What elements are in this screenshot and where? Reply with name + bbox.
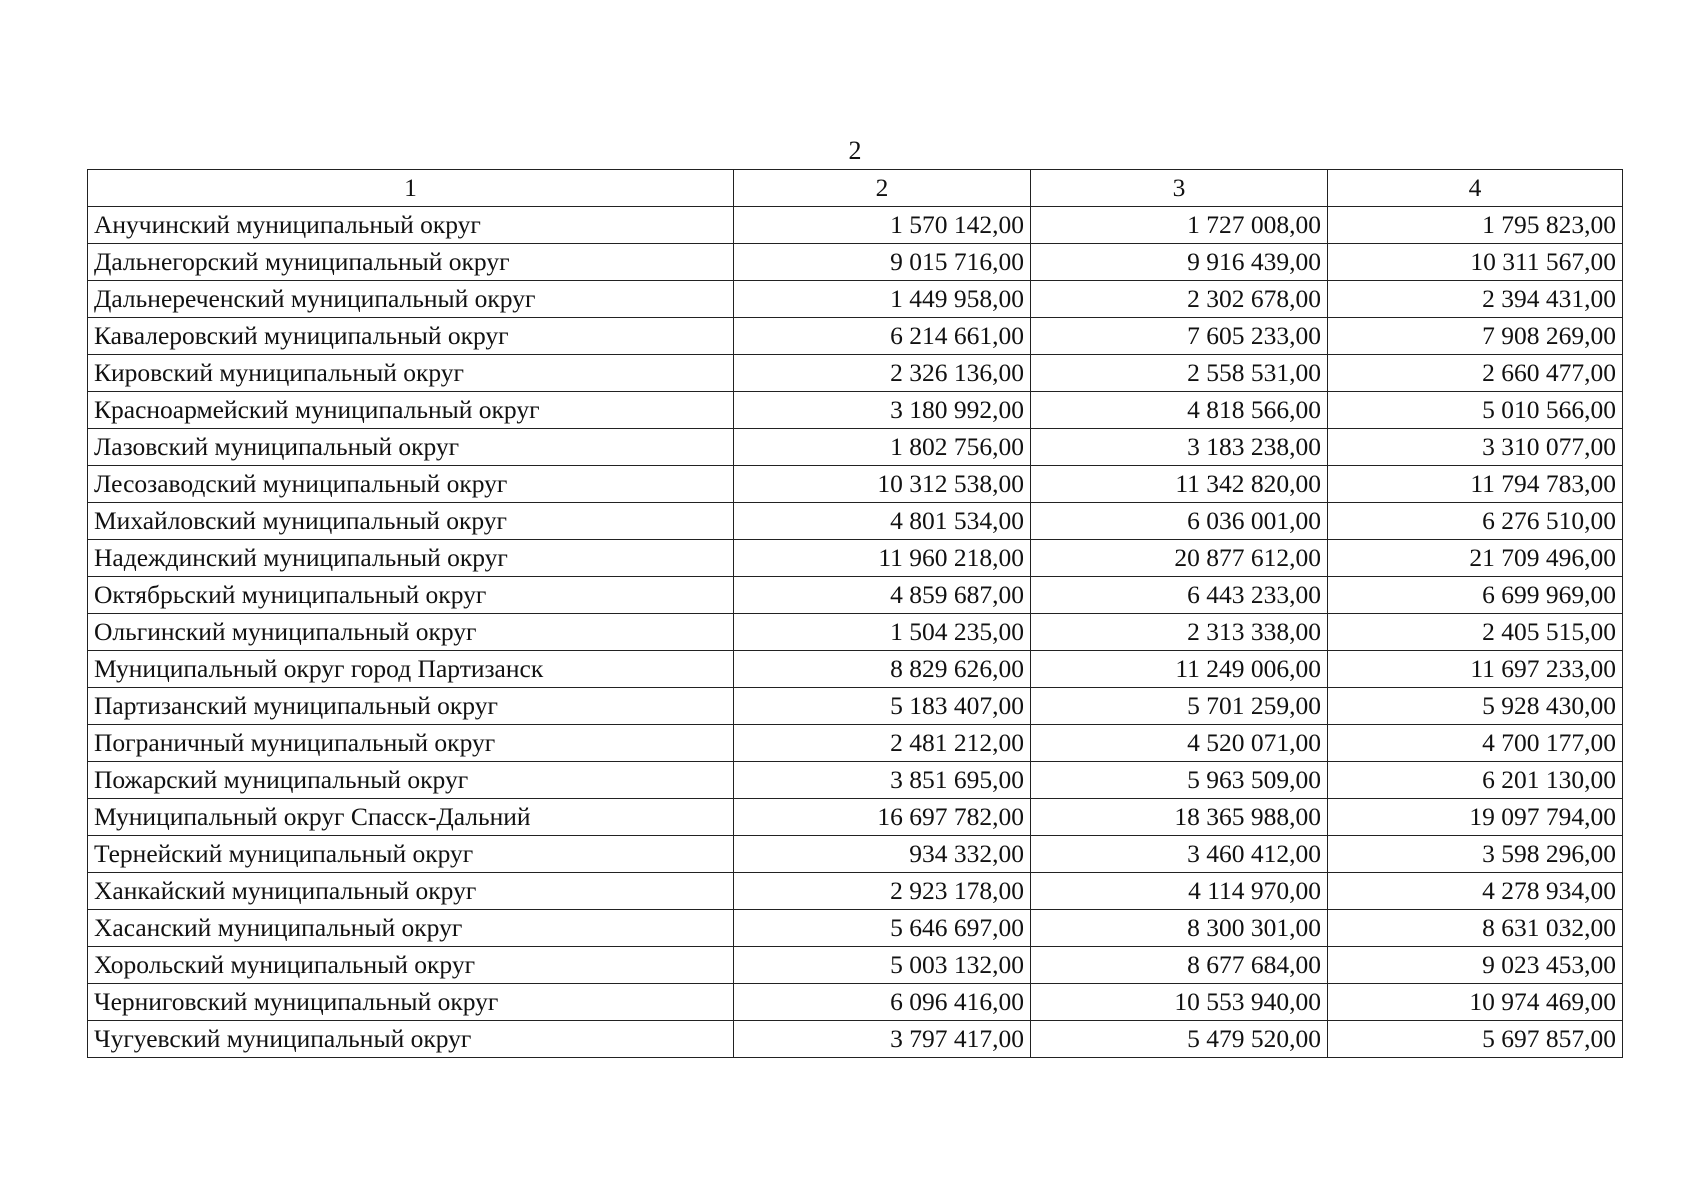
table-row	[88, 207, 1623, 244]
value-cell-col2: 1 449 958,00	[734, 281, 1031, 318]
value-cell-col2: 5 003 132,00	[734, 947, 1031, 984]
value-cell-col4: 3 310 077,00	[1328, 429, 1623, 466]
value-cell-col4: 8 631 032,00	[1328, 910, 1623, 947]
value-cell-col3: 6 036 001,00	[1031, 503, 1328, 540]
table-row	[88, 318, 1623, 355]
value-cell-col4: 2 394 431,00	[1328, 281, 1623, 318]
value-cell-col3: 7 605 233,00	[1031, 318, 1328, 355]
value-cell-col2: 1 504 235,00	[734, 614, 1031, 651]
value-cell-col2: 2 481 212,00	[734, 725, 1031, 762]
value-cell-col2: 4 859 687,00	[734, 577, 1031, 614]
table-row	[88, 244, 1623, 281]
value-cell-col3: 20 877 612,00	[1031, 540, 1328, 577]
column-header-2: 2	[734, 170, 1031, 207]
value-cell-col3: 4 520 071,00	[1031, 725, 1328, 762]
value-cell-col3: 2 313 338,00	[1031, 614, 1328, 651]
value-cell-col4: 5 697 857,00	[1328, 1021, 1623, 1058]
municipality-name-cell: Пограничный муниципальный округ	[88, 725, 734, 762]
municipality-name-cell: Дальнегорский муниципальный округ	[88, 244, 734, 281]
value-cell-col2: 5 183 407,00	[734, 688, 1031, 725]
value-cell-col3: 6 443 233,00	[1031, 577, 1328, 614]
column-header-1: 1	[88, 170, 734, 207]
value-cell-col2: 11 960 218,00	[734, 540, 1031, 577]
value-cell-col2: 3 180 992,00	[734, 392, 1031, 429]
table-row	[88, 947, 1623, 984]
municipality-name-cell: Чугуевский муниципальный округ	[88, 1021, 734, 1058]
data-table	[87, 169, 1623, 1058]
value-cell-col2: 10 312 538,00	[734, 466, 1031, 503]
value-cell-col3: 8 677 684,00	[1031, 947, 1328, 984]
table-row	[88, 466, 1623, 503]
municipality-name-cell: Пожарский муниципальный округ	[88, 762, 734, 799]
value-cell-col4: 7 908 269,00	[1328, 318, 1623, 355]
value-cell-col2: 6 214 661,00	[734, 318, 1031, 355]
table-row	[88, 540, 1623, 577]
table-row	[88, 651, 1623, 688]
table-row	[88, 799, 1623, 836]
value-cell-col4: 9 023 453,00	[1328, 947, 1623, 984]
column-header-4: 4	[1328, 170, 1623, 207]
value-cell-col4: 6 699 969,00	[1328, 577, 1623, 614]
municipality-name-cell: Муниципальный округ Спасск-Дальний	[88, 799, 734, 836]
value-cell-col3: 8 300 301,00	[1031, 910, 1328, 947]
municipality-name-cell: Муниципальный округ город Партизанск	[88, 651, 734, 688]
value-cell-col4: 2 405 515,00	[1328, 614, 1623, 651]
value-cell-col4: 6 201 130,00	[1328, 762, 1623, 799]
value-cell-col2: 16 697 782,00	[734, 799, 1031, 836]
municipality-name-cell: Октябрьский муниципальный округ	[88, 577, 734, 614]
value-cell-col2: 8 829 626,00	[734, 651, 1031, 688]
table-row	[88, 614, 1623, 651]
value-cell-col4: 5 010 566,00	[1328, 392, 1623, 429]
municipality-name-cell: Тернейский муниципальный округ	[88, 836, 734, 873]
value-cell-col2: 9 015 716,00	[734, 244, 1031, 281]
table-row	[88, 503, 1623, 540]
table-row	[88, 355, 1623, 392]
table-row	[88, 392, 1623, 429]
municipality-name-cell: Дальнереченский муниципальный округ	[88, 281, 734, 318]
municipality-name-cell: Хасанский муниципальный округ	[88, 910, 734, 947]
value-cell-col3: 9 916 439,00	[1031, 244, 1328, 281]
value-cell-col3: 11 249 006,00	[1031, 651, 1328, 688]
value-cell-col2: 1 570 142,00	[734, 207, 1031, 244]
value-cell-col3: 5 479 520,00	[1031, 1021, 1328, 1058]
municipality-name-cell: Анучинский муниципальный округ	[88, 207, 734, 244]
municipality-name-cell: Лесозаводский муниципальный округ	[88, 466, 734, 503]
table-row	[88, 725, 1623, 762]
value-cell-col2: 2 326 136,00	[734, 355, 1031, 392]
value-cell-col4: 4 700 177,00	[1328, 725, 1623, 762]
municipality-name-cell: Ольгинский муниципальный округ	[88, 614, 734, 651]
municipality-name-cell: Ханкайский муниципальный округ	[88, 873, 734, 910]
value-cell-col4: 10 311 567,00	[1328, 244, 1623, 281]
value-cell-col4: 11 794 783,00	[1328, 466, 1623, 503]
column-header-3: 3	[1031, 170, 1328, 207]
table-row	[88, 873, 1623, 910]
value-cell-col3: 1 727 008,00	[1031, 207, 1328, 244]
value-cell-col4: 5 928 430,00	[1328, 688, 1623, 725]
value-cell-col2: 3 797 417,00	[734, 1021, 1031, 1058]
value-cell-col3: 11 342 820,00	[1031, 466, 1328, 503]
value-cell-col2: 2 923 178,00	[734, 873, 1031, 910]
table-row	[88, 1021, 1623, 1058]
value-cell-col2: 934 332,00	[734, 836, 1031, 873]
value-cell-col4: 19 097 794,00	[1328, 799, 1623, 836]
value-cell-col2: 3 851 695,00	[734, 762, 1031, 799]
table-row	[88, 429, 1623, 466]
value-cell-col4: 6 276 510,00	[1328, 503, 1623, 540]
value-cell-col3: 4 818 566,00	[1031, 392, 1328, 429]
value-cell-col4: 11 697 233,00	[1328, 651, 1623, 688]
value-cell-col4: 1 795 823,00	[1328, 207, 1623, 244]
table-row	[88, 836, 1623, 873]
value-cell-col3: 3 183 238,00	[1031, 429, 1328, 466]
table-row	[88, 984, 1623, 1021]
municipality-name-cell: Хорольский муниципальный округ	[88, 947, 734, 984]
value-cell-col4: 3 598 296,00	[1328, 836, 1623, 873]
municipality-name-cell: Михайловский муниципальный округ	[88, 503, 734, 540]
value-cell-col4: 2 660 477,00	[1328, 355, 1623, 392]
municipality-name-cell: Черниговский муниципальный округ	[88, 984, 734, 1021]
municipality-name-cell: Надеждинский муниципальный округ	[88, 540, 734, 577]
header-row	[88, 170, 1623, 207]
municipality-name-cell: Партизанский муниципальный округ	[88, 688, 734, 725]
table-row	[88, 910, 1623, 947]
value-cell-col2: 4 801 534,00	[734, 503, 1031, 540]
value-cell-col3: 18 365 988,00	[1031, 799, 1328, 836]
value-cell-col4: 10 974 469,00	[1328, 984, 1623, 1021]
value-cell-col3: 3 460 412,00	[1031, 836, 1328, 873]
value-cell-col4: 21 709 496,00	[1328, 540, 1623, 577]
municipality-name-cell: Кировский муниципальный округ	[88, 355, 734, 392]
value-cell-col3: 5 963 509,00	[1031, 762, 1328, 799]
value-cell-col2: 6 096 416,00	[734, 984, 1031, 1021]
municipality-name-cell: Кавалеровский муниципальный округ	[88, 318, 734, 355]
table-row	[88, 577, 1623, 614]
value-cell-col2: 5 646 697,00	[734, 910, 1031, 947]
table-row	[88, 688, 1623, 725]
value-cell-col3: 4 114 970,00	[1031, 873, 1328, 910]
table-body	[88, 207, 1623, 1058]
value-cell-col4: 4 278 934,00	[1328, 873, 1623, 910]
value-cell-col3: 2 302 678,00	[1031, 281, 1328, 318]
page-number: 2	[848, 136, 862, 165]
municipality-name-cell: Лазовский муниципальный округ	[88, 429, 734, 466]
table-row	[88, 762, 1623, 799]
value-cell-col3: 2 558 531,00	[1031, 355, 1328, 392]
municipality-name-cell: Красноармейский муниципальный округ	[88, 392, 734, 429]
table-row	[88, 281, 1623, 318]
value-cell-col3: 5 701 259,00	[1031, 688, 1328, 725]
value-cell-col2: 1 802 756,00	[734, 429, 1031, 466]
value-cell-col3: 10 553 940,00	[1031, 984, 1328, 1021]
